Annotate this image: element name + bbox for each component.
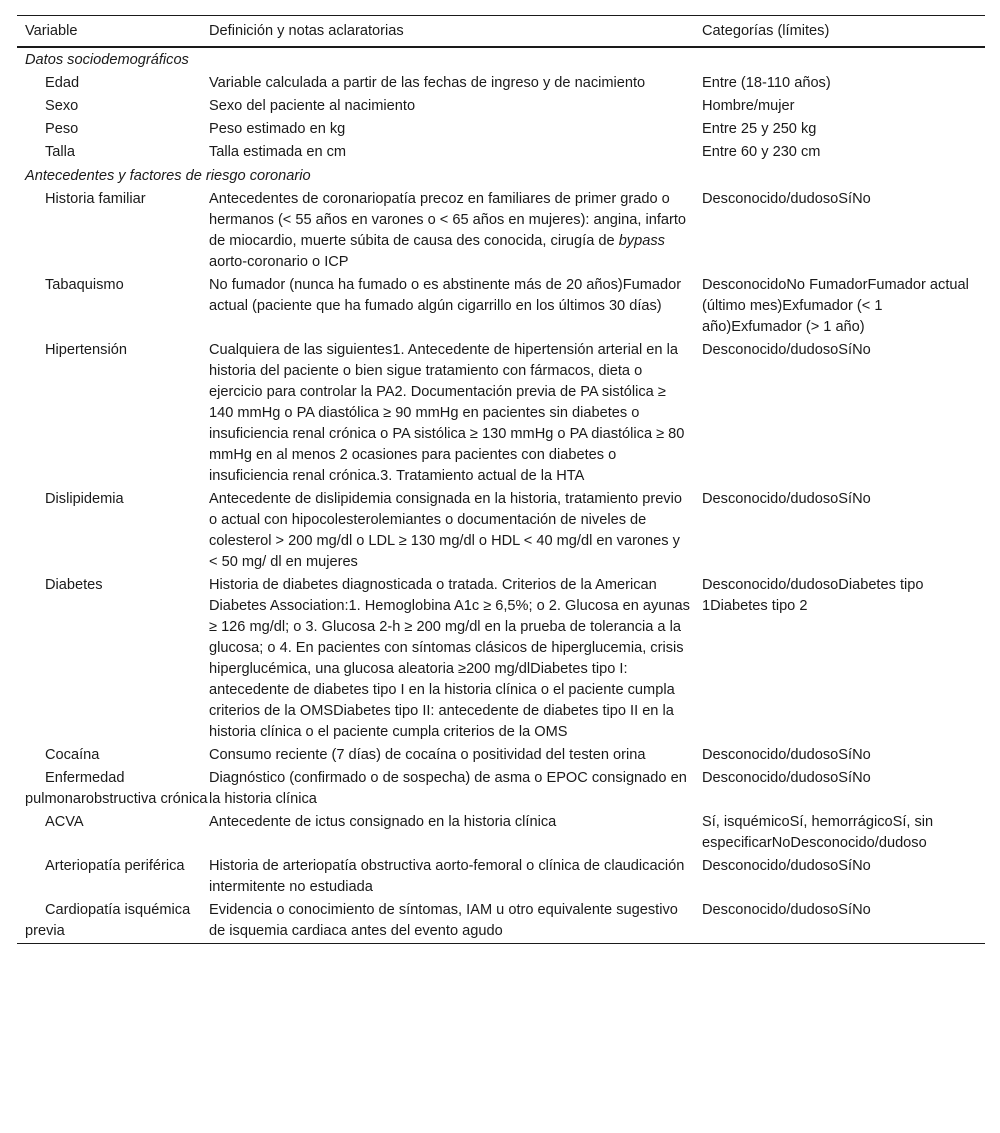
variable-cell: ACVA <box>45 814 84 830</box>
definition-cell: No fumador (nunca ha fumado o es abstinente más de 20 años)Fumador actual (paciente que ha fumado algún cigarrillo en los últimos 30 días) <box>209 277 682 314</box>
definition-cell: Antecedente de ictus consignado en la historia clínica <box>209 814 557 830</box>
variable-cell: Edad <box>45 75 80 91</box>
variable-cell: Cardiopatía isquémica previa <box>25 902 191 939</box>
variable-cell: Diabetes <box>45 577 103 593</box>
definition-text: Antecedentes de coronariopatía precoz en familiares de primer grado o hermanos (< 55 años en varones o < 65 años en mujeres): angina, infarto de miocardio, muerte súbita de causa des conocida, cirugía de <box>209 191 687 249</box>
header-row <box>17 16 985 48</box>
categories-cell: Entre 60 y 230 cm <box>702 144 821 160</box>
variable-cell: Talla <box>45 144 76 160</box>
table-row <box>17 339 985 488</box>
definition-cell: Historia de diabetes diagnosticada o tratada. Criterios de la American Diabetes Association:1. Hemoglobina A1c ≥ 6,5%; o 2. Glucosa en ayunas ≥ 126 mg/dl; o 3. Glucosa 2-h ≥ 200 mg/dl en la prueba de tolerancia a la glucosa; o 4. En pacientes con síntomas clásicos de hiperglucemia, crisis hiperglucémica, una glucosa aleatoria ≥200 mg/dlDiabetes tipo I: antecedente de diabetes tipo I en la historia clínica o el paciente cumpla criterios de la OMSDiabetes tipo II: antecedente de diabetes tipo II en la historia clínica o el paciente cumpla criterios de la OMS <box>209 577 690 740</box>
variable-cell: Hipertensión <box>45 342 127 358</box>
variable-cell: Dislipidemia <box>45 491 124 507</box>
table-row <box>17 72 985 95</box>
categories-cell: Desconocido/dudosoSíNo <box>702 902 871 918</box>
table-row <box>17 95 985 118</box>
table-row <box>17 855 985 899</box>
categories-cell: Desconocido/dudosoSíNo <box>702 342 871 358</box>
table-row <box>17 188 985 274</box>
table-row <box>17 274 985 339</box>
table-row <box>17 899 985 944</box>
definition-cell: Talla estimada en cm <box>209 144 347 160</box>
variable-cell: Arteriopatía periférica <box>45 858 185 874</box>
section-title-risk-factors: Antecedentes y factores de riesgo coronario <box>25 168 311 184</box>
categories-cell: Entre (18-110 años) <box>702 75 831 91</box>
table-row <box>17 811 985 855</box>
categories-cell: DesconocidoNo FumadorFumador actual (último mes)Exfumador (< 1 año)Exfumador (> 1 año) <box>702 277 969 335</box>
variable-cell: Tabaquismo <box>45 277 124 293</box>
definition-cell: Consumo reciente (7 días) de cocaína o positividad del testen orina <box>209 747 646 763</box>
definition-emphasis: bypass <box>618 233 665 249</box>
table-row <box>17 141 985 164</box>
table-header <box>17 16 985 48</box>
table-row <box>17 118 985 141</box>
categories-cell: Desconocido/dudosoSíNo <box>702 747 871 763</box>
categories-cell: Desconocido/dudosoSíNo <box>702 770 871 786</box>
header-categories: Categorías (límites) <box>702 22 830 39</box>
table-body <box>17 47 985 944</box>
definition-cell: Sexo del paciente al nacimiento <box>209 98 416 114</box>
header-definition: Definición y notas aclaratorias <box>209 22 404 39</box>
definition-cell: Diagnóstico (confirmado o de sospecha) de asma o EPOC consignado en la historia clínica <box>209 770 687 807</box>
categories-cell: Hombre/mujer <box>702 98 795 114</box>
categories-cell: Entre 25 y 250 kg <box>702 121 817 137</box>
table-row <box>17 488 985 574</box>
variable-cell: Peso <box>45 121 79 137</box>
variable-cell: Sexo <box>45 98 79 114</box>
variable-cell: Historia familiar <box>45 191 146 207</box>
table-row <box>17 767 985 811</box>
definition-cell: Evidencia o conocimiento de síntomas, IAM u otro equivalente sugestivo de isquemia cardiaca antes del evento agudo <box>209 902 678 939</box>
definition-text: aorto-coronario o ICP <box>209 254 349 270</box>
table-row <box>17 744 985 767</box>
categories-cell: Desconocido/dudosoDiabetes tipo 1Diabetes tipo 2 <box>702 577 924 614</box>
categories-cell: Desconocido/dudosoSíNo <box>702 191 871 207</box>
definition-cell: Variable calculada a partir de las fechas de ingreso y de nacimiento <box>209 75 646 91</box>
categories-cell: Sí, isquémicoSí, hemorrágicoSí, sin especificarNoDesconocido/dudoso <box>702 814 934 851</box>
categories-cell: Desconocido/dudosoSíNo <box>702 491 871 507</box>
definition-cell: Cualquiera de las siguientes1. Antecedente de hipertensión arterial en la historia del paciente o bien sigue tratamiento con fármacos, dieta o ejercicio para controlar la PA2. Documentación previa de PA sistólica ≥ 140 mmHg o PA diastólica ≥ 90 mmHg en pacientes sin diabetes o insuficiencia renal crónica o PA sistólica ≥ 130 mmHg o PA diastólica ≥ 80 mmHg en al menos 2 ocasiones para pacientes con diabetes o insuficiencia renal crónica.3. Tratamiento actual de la HTA <box>209 342 685 484</box>
section-row <box>17 47 985 72</box>
categories-cell: Desconocido/dudosoSíNo <box>702 858 871 874</box>
definition-cell: Antecedente de dislipidemia consignada en la historia, tratamiento previo o actual con hipocolesterolemiantes o documentación de niveles de colesterol > 200 mg/dl o LDL ≥ 130 mg/dl o HDL < 40 mg/dl en varones y < 50 mg/ dl en mujeres <box>209 491 682 570</box>
definition-cell: Peso estimado en kg <box>209 121 346 137</box>
definition-cell: Historia de arteriopatía obstructiva aorto-femoral o clínica de claudicación intermitente no estudiada <box>209 858 685 895</box>
header-variable: Variable <box>25 22 78 39</box>
section-row <box>17 164 985 188</box>
section-title-sociodemographic: Datos sociodemográficos <box>25 52 189 68</box>
variable-cell: Enfermedad pulmonarobstructiva crónica <box>25 770 208 807</box>
variable-cell: Cocaína <box>45 747 100 763</box>
variables-table <box>17 15 985 944</box>
table-row <box>17 574 985 744</box>
definition-cell <box>209 188 702 274</box>
